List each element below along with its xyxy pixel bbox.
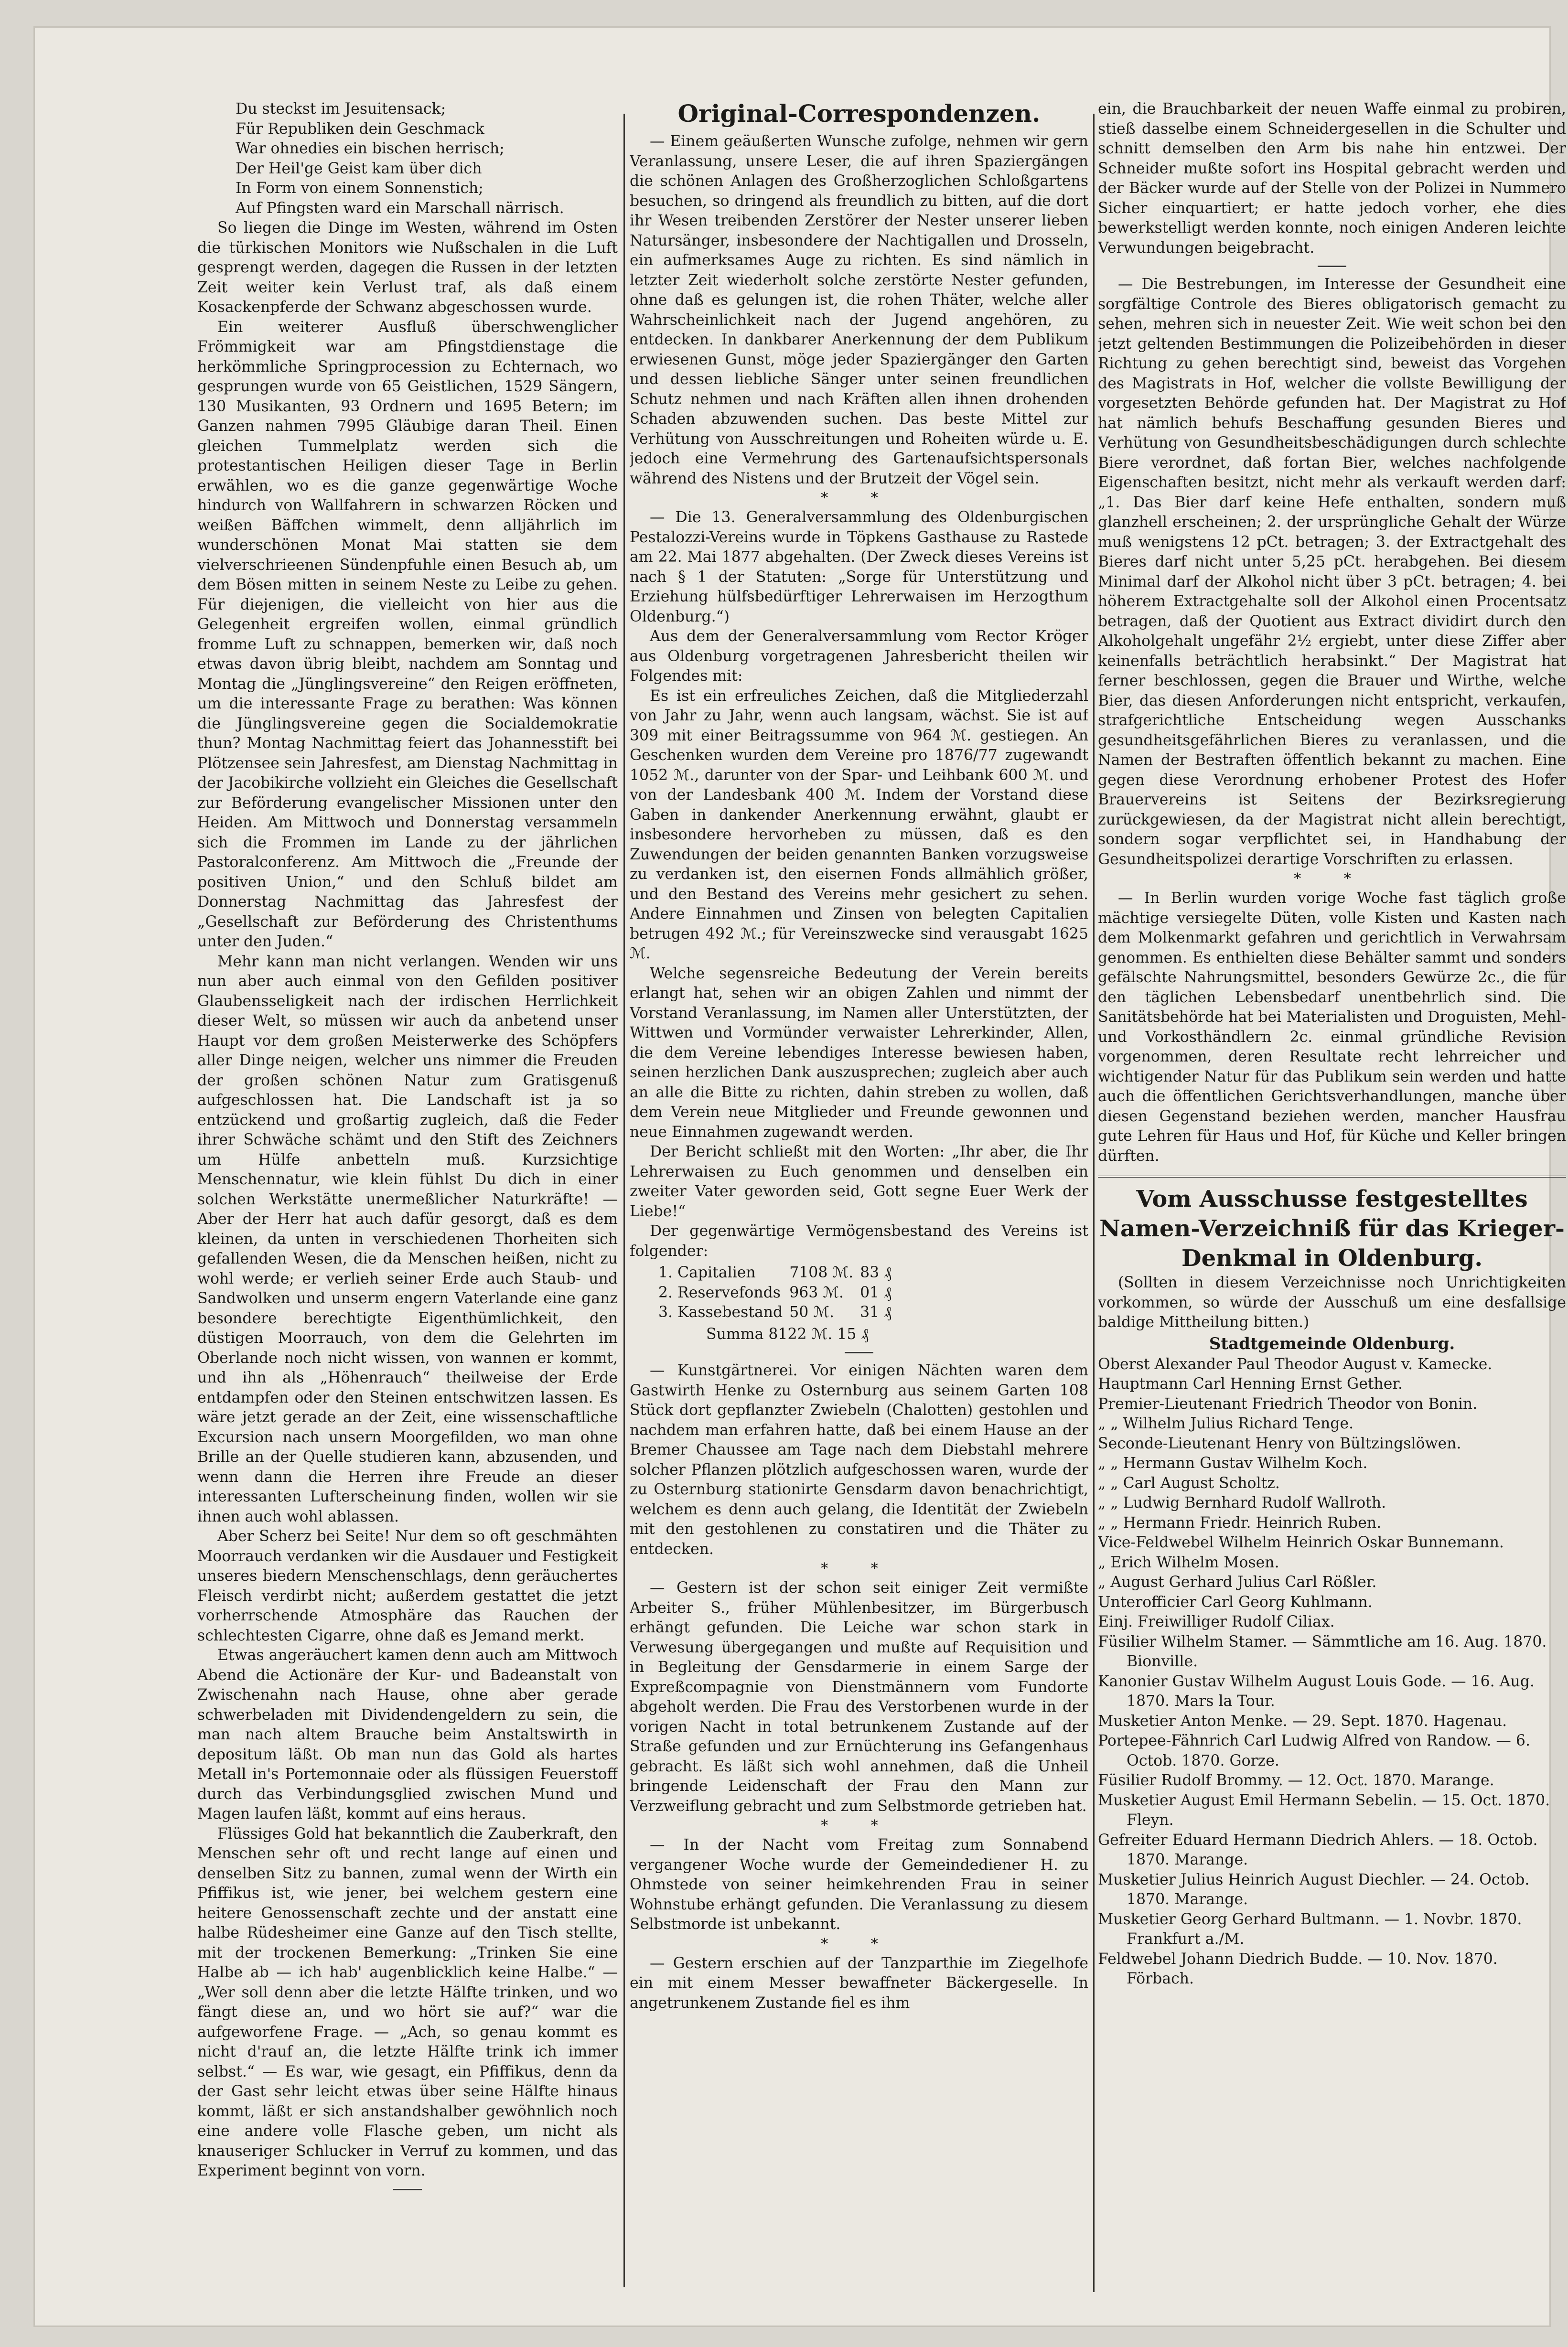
- list-item: Musketier Anton Menke. — 29. Sept. 1870. Hagenau.: [1098, 1712, 1507, 1730]
- divider: [1318, 266, 1346, 267]
- article: — Einem geäußerten Wunsche zufolge, nehmen wir gern Veranlassung, unsere Leser, die auf ihren Spaziergängen die schönen Anlagen des Großherzoglichen Schloßgartens besuchen, so dringend als freundlich zu bitten, auf die dort ihr Wesen treibenden Zerstörer der Nester unserer lieben Natursänger, insbesondere der Nachtigallen und Drosseln, ein aufmerksames Auge zu richten. Es sind nämlich in letzter Zeit wiederholt solche zerstörte Nester gefunden, ohne daß es gelungen ist, die rohen Thäter, welche aller Wahrscheinlichkeit nach der Jugend angehören, zu entdecken. In dankbarer Anerkennung der dem Publikum erwiesenen Gunst, möge jeder Spaziergänger den Garten und dessen liebliche Sänger unter seinen freundlichen Schutz nehmen und nach Kräften allen ihnen drohenden Schaden abzuwenden suchen. Das beste Mittel zur Verhütung von Ausschreitungen und Roheiten würde u. E. jedoch eine Vermehrung des Gartenaufsichtspersonals während des Nistens und der Brutzeit der Vögel sein.: [630, 133, 1088, 487]
- end-rule: [393, 2189, 422, 2190]
- table-row: [658, 1263, 898, 1283]
- paragraph: So liegen die Dinge im Westen, während im Osten die türkischen Monitors wie Nußschalen in die Luft gesprengt werden, dagegen die Russen in der letzten Zeit weiter kein Verlust traf, als daß einem Kosackenpferde der Schwanz abgeschossen wurde.: [197, 219, 618, 316]
- separator-stars: * *: [821, 1560, 897, 1577]
- divider: [845, 1352, 873, 1353]
- list-item: Portepee-Fähnrich Carl Ludwig Alfred von Randow. — 6. Octob. 1870. Gorze.: [1098, 1732, 1530, 1769]
- newspaper-page: [33, 26, 1566, 2327]
- article: — In der Nacht vom Freitag zum Sonnabend vergangener Woche wurde der Gemeindediener H. zu Ohmstede von seiner heimkehrenden Frau in seiner Wohnstube erhängt gefunden. Die Veranlassung zu diesem Selbstmorde ist unbekannt.: [630, 1836, 1088, 1933]
- list-item: „ „ Ludwig Bernhard Rudolf Wallroth.: [1098, 1494, 1386, 1511]
- poem-line: Der Heil'ge Geist kam über dich: [236, 160, 482, 177]
- article: — In Berlin wurden vorige Woche fast täglich große mächtige versiegelte Düten, volle Kisten und Kasten nach dem Molkenmarkt gefahren und gerichtlich in Verwahrsam genommen. Es enthielten diese Behälter sammt und sonders gefälschte Nahrungsmittel, besonders Gewürze 2c., die für den täglichen Lebensbedarf unentbehrlich sind. Die Sanitätsbehörde hat bei Materialisten und Droguisten, Mehl- und Vorkosthändlern 2c. einmal gründliche Revision vorgenommen, deren Resultate recht lehrreicher und wichtigender Natur für das Publikum sein werden und hatte auch die öffentlichen Gerichtsverhandlungen, manche über diesen Gegenstand beziehen werden, mancher Hausfrau gute Lehren für Haus und Hof, für Küche und Keller bringen dürften.: [1098, 890, 1566, 1165]
- list-item: Oberst Alexander Paul Theodor August v. Kamecke.: [1098, 1355, 1493, 1373]
- paragraph: Welche segensreiche Bedeutung der Verein bereits erlangt hat, sehen wir an obigen Zahlen und nimmt der Vorstand Veranlassung, im Namen aller Unterstützten, der Wittwen und Vormünder verwaister Lehrerkinder, Allen, die dem Vereine lebendiges Interesse bewiesen haben, seinen herzlichen Dank auszusprechen; zugleich aber auch an alle die Bitte zu richten, dahin streben zu wollen, daß dem Verein neue Mitglieder und Freunde gewonnen und neue Einnahmen zugewandt werden.: [630, 965, 1088, 1141]
- table-cell: 83 ₰: [860, 1264, 891, 1281]
- section-rule: [1098, 1176, 1566, 1178]
- list-item: Füsilier Rudolf Brommy. — 12. Oct. 1870. Marange.: [1098, 1772, 1494, 1789]
- article: — Gestern erschien auf der Tanzparthie im Ziegelhofe ein mit einem Messer bewaffneter Bäckergeselle. In angetrunkenem Zustande fiel es ihm: [630, 1954, 1088, 2012]
- table-cell: 50 ℳ.: [789, 1304, 835, 1321]
- section-heading: Original-Correspondenzen.: [677, 99, 1041, 128]
- poem-line: Du steckst im Jesuitensack;: [236, 100, 446, 118]
- list-item: „ „ Hermann Gustav Wilhelm Koch.: [1098, 1455, 1368, 1472]
- paragraph: Aber Scherz bei Seite! Nur dem so oft geschmähten Moorrauch verdanken wir die Ausdauer und Festigkeit unseres biedern Menschenschlags, denn geräuchertes Fleisch verdirbt nicht; außerdem gestattet die jetzt vorherrschende Atmosphäre das Rauchen der schlechtesten Cigarre, ohne daß es Jemand merkt.: [197, 1528, 618, 1644]
- article: — Die 13. Generalversammlung des Oldenburgischen Pestalozzi-Vereins wurde in Töpkens Gasthause zu Rastede am 22. Mai 1877 abgehalten. (Der Zweck dieses Vereins ist nach § 1 der Statuten: „Sorge für Unterstützung und Erziehung hülfsbedürftiger Lehrerwaisen im Herzogthum Oldenburg.“): [630, 509, 1088, 625]
- list-item: „ Erich Wilhelm Mosen.: [1098, 1554, 1279, 1571]
- paragraph: Etwas angeräuchert kamen denn auch am Mittwoch Abend die Actionäre der Kur- und Badeanstalt von Zwischenahn nach Hause, ohne aber gerade schwerbeladen mit Dividendengeldern zu sein, die man nach altem Brauche beim Anstaltswirth in depositum läßt. Ob man nun das Gold als hartes Metall in's Portemonnaie oder als flüssigen Feuerstoff durch das Verbindungsglied zwischen Mund und Magen laufen läßt, kommt auf eins heraus.: [197, 1647, 618, 1822]
- poem-line: Für Republiken dein Geschmack: [236, 120, 484, 138]
- table-cell: 963 ℳ.: [789, 1284, 844, 1301]
- list-item: Musketier Georg Gerhard Bultmann. — 1. Novbr. 1870. Frankfurt a./M.: [1098, 1910, 1522, 1948]
- sum-line: Summa 8122 ℳ. 15 ₰: [706, 1325, 869, 1343]
- column-2: [630, 99, 1088, 2013]
- separator-stars: * *: [1294, 870, 1370, 887]
- separator-stars: * *: [821, 1935, 897, 1952]
- column-rule: [623, 114, 625, 2287]
- table-cell: 01 ₰: [860, 1284, 891, 1301]
- list-item: Musketier Julius Heinrich August Diechler. — 24. Octob. 1870. Marange.: [1098, 1871, 1530, 1908]
- table-cell: 1. Capitalien: [658, 1264, 756, 1281]
- table-cell: 2. Reservefonds: [658, 1284, 781, 1301]
- list-item: „ „ Carl August Scholtz.: [1098, 1474, 1280, 1492]
- paragraph: Der gegenwärtige Vermögensbestand des Vereins ist folgender:: [630, 1222, 1088, 1260]
- table-cell: 3. Kassebestand: [658, 1304, 783, 1321]
- paragraph: Ein weiterer Ausfluß überschwenglicher Frömmigkeit war am Pfingstdienstage die herkömmliche Springprocession zu Echternach, wo gesprungen wurde von 65 Geistlichen, 1529 Sängern, 130 Musikanten, 93 Ordnern und 1695 Betern; im Ganzen nahmen 7995 Gläubige daran Theil. Einen gleichen Tummelplatz werden sich die protestantischen Heiligen dieser Tage in Berlin erwählen, wo es die ganze gegenwärtige Woche hindurch von Wallfahrern in schwarzen Röcken und weißen Bäffchen wimmelt, denn alljährlich im wunderschönen Monat Mai statten sie dem vielverschrieenen Sündenpfuhle einen Besuch ab, um dem Bösen mitten in seinem Neste zu Leibe zu gehen. Für diejenigen, die vielleicht von hier aus die Gelegenheit ergreifen wollen, einmal gründlich fromme Luft zu schnappen, bemerken wir, daß noch etwas davon übrig bleibt, nachdem am Sonntag und Montag die „Jünglingsvereine“ den Reigen eröffneten, um die interessante Frage zu berathen: Was können die Jünglingsvereine gegen die Socialdemokratie thun? Montag Nachmittag feiert das Johannesstift bei Plötzensee sein Jahresfest, am Dienstag Nachmittag in der Jacobikirche vollzieht ein Gleiches die Gesellschaft zur Beförderung evangelischer Missionen unter den Heiden. Am Mittwoch und Donnerstag versammeln sich die Frommen im Lande zu der jährlichen Pastoralconferenz. Am Mittwoch die „Freunde der positiven Union,“ und den Schluß bildet am Donnerstag Nachmittag das Jahresfest der „Gesellschaft zur Beförderung des Christenthums unter den Juden.“: [197, 318, 618, 950]
- list-item: Gefreiter Eduard Hermann Diedrich Ahlers. — 18. Octob. 1870. Marange.: [1098, 1831, 1538, 1868]
- table-row: [658, 1303, 898, 1323]
- column-1: [197, 99, 618, 2198]
- list-item: Vice-Feldwebel Wilhelm Heinrich Oskar Bunnemann.: [1098, 1534, 1504, 1551]
- name-list: [1098, 1355, 1566, 1989]
- separator-stars: * *: [821, 490, 897, 506]
- list-item: Kanonier Gustav Wilhelm August Louis Gode. — 16. Aug. 1870. Mars la Tour.: [1098, 1672, 1535, 1710]
- article: — Gestern ist der schon seit einiger Zeit vermißte Arbeiter S., früher Mühlenbesitzer, im Bürgerbusch erhängt gefunden. Die Leiche war schon stark in Verwesung übergegangen und mußte auf Requisition und in Begleitung der Gensdarmerie in einem Sarge der Expreßcompagnie von Dienstmännern vom Fundorte abgeholt werden. Die Frau des Verstorbenen wurde in der vorigen Nacht in total betrunkenem Zustande auf der Straße gefunden und zur Ernüchterung ins Gefangenhaus gebracht. Es läßt sich wohl annehmen, daß die Unheil bringende Leidenschaft der Frau den Mann zur Verzweiflung gebracht und zum Selbstmorde getrieben hat.: [630, 1579, 1088, 1815]
- list-item: „ August Gerhard Julius Carl Rößler.: [1098, 1574, 1377, 1591]
- list-item: Unterofficier Carl Georg Kuhlmann.: [1098, 1593, 1373, 1611]
- table-cell: 7108 ℳ.: [789, 1264, 854, 1281]
- list-item: Seconde-Lieutenant Henry von Bültzingslöwen.: [1098, 1435, 1461, 1452]
- column-3: [1098, 99, 1566, 1989]
- article: — Kunstgärtnerei. Vor einigen Nächten waren dem Gastwirth Henke zu Osternburg aus seinem Garten 108 Stück dort gepflanzter Zwiebeln (Chalotten) gestohlen und nachdem man erfahren hatte, daß bei einem Hause an der Bremer Chaussee am Tage nach dem Diebstahl mehrere solcher Pflanzen plötzlich aufgeschossen waren, wurde der zu Osternburg stationirte Gensdarm davon benachrichtigt, welchem es denn auch gelang, die Identität der Zwiebeln mit den gestohlenen zu constatiren und die Thäter zu entdecken.: [630, 1362, 1088, 1558]
- list-item: „ „ Wilhelm Julius Richard Tenge.: [1098, 1415, 1354, 1432]
- poem-line: Auf Pfingsten ward ein Marschall närrisch.: [236, 199, 564, 217]
- paragraph: Der Bericht schließt mit den Worten: „Ihr aber, die Ihr Lehrerwaisen zu Euch genommen und denselben ein zweiter Vater geworden seid, Gott segne Euer Werk der Liebe!“: [630, 1143, 1088, 1220]
- poem: [197, 99, 618, 218]
- table-row: [658, 1283, 898, 1303]
- paragraph: Mehr kann man nicht verlangen. Wenden wir uns nun aber auch einmal von den Gefilden positiver Glaubensseligkeit nach der irdischen Herrlichkeit dieser Welt, so müssen wir auch da anbetend unser Haupt vor dem großen Meisterwerke des Schöpfers aller Dinge neigen, welcher uns nimmer die Freuden der großen schönen Natur zum Gratisgenuß aufgeschlossen hat. Die Landschaft ist ja so entzückend und großartig zugleich, daß die Feder ihrer Schwäche schämt und den Stift des Zeichners um Hülfe anbetteln muß. Kurzsichtige Menschennatur, wie klein fühlst Du dich in einer solchen Werkstätte unermeßlicher Naturkräfte! — Aber der Herr hat auch dafür gesorgt, daß es dem kleinen, da unten in verschiedenen Thorheiten sich gefallenden Wesen, die da Menschen heißen, nicht zu wohl werde; er verlieh seiner Erde auch Staub- und Sandwolken und unserm engern Vaterlande eine ganz besondere berechtigte Eigenthümlichkeit, den düstigen Moorrauch, von dem die Gelehrten im Oberlande noch nicht wissen, von wannen er kommt, und ihn als „Höhenrauch“ theilweise der Erde entdampfen oder den Steinen entschwitzen lassen. Es wäre jetzt gerade an der Zeit, eine wissenschaftliche Excursion nach unsern Moorgefilden, wo man ohne Brille an der Quelle studieren kann, abzusenden, und wenn dann die Herren ihre Freude an dieser interessanten Lufterscheinung finden, wollen wir sie ihnen auch wohl ablassen.: [197, 953, 618, 1525]
- list-heading: Vom Ausschusse festgestelltes Namen-Verzeichniß für das Krieger-Denkmal in Oldenburg.: [1099, 1186, 1565, 1272]
- separator-stars: * *: [821, 1817, 897, 1834]
- list-item: „ „ Hermann Friedr. Heinrich Ruben.: [1098, 1514, 1382, 1532]
- poem-line: In Form von einem Sonnenstich;: [236, 180, 483, 197]
- list-item: Einj. Freiwilliger Rudolf Ciliax.: [1098, 1613, 1335, 1630]
- column-rule: [1093, 114, 1095, 2292]
- paragraph: Aus dem der Generalversammlung vom Rector Kröger aus Oldenburg vorgetragenen Jahresbericht theilen wir Folgendes mit:: [630, 628, 1088, 685]
- list-item: Füsilier Wilhelm Stamer. — Sämmtliche am 16. Aug. 1870. Bionville.: [1098, 1633, 1547, 1670]
- paragraph: ein, die Brauchbarkeit der neuen Waffe einmal zu probiren, stieß dasselbe einem Schneidergesellen in die Schulter und schnitt demselben den Arm bis nahe hin entzwei. Der Schneider mußte sofort ins Hospital gebracht werden und der Bäcker wurde auf der Stelle von der Polizei in Nummero Sicher einquartiert; er hatte jedoch vorher, ehe dies bewerkstelligt werden konnte, noch einigen Anderen leichte Verwundungen beigebracht.: [1098, 100, 1566, 257]
- asset-table: [658, 1263, 898, 1323]
- list-item: Hauptmann Carl Henning Ernst Gether.: [1098, 1375, 1403, 1393]
- table-cell: 31 ₰: [860, 1304, 891, 1321]
- paragraph: Es ist ein erfreuliches Zeichen, daß die Mitgliederzahl von Jahr zu Jahr, wenn auch langsam, wächst. Sie ist auf 309 mit einer Beitragssumme von 964 ℳ. gestiegen. An Geschenken wurden dem Vereine pro 1876/77 zugewandt 1052 ℳ., darunter von der Spar- und Leihbank 600 ℳ. und von der Landesbank 400 ℳ. Indem der Vorstand diese Gaben in dankender Anerkennung erwähnt, glaubt er insbesondere hervorheben zu müssen, daß es den Zuwendungen der beiden genannten Banken vorzugsweise zu verdanken ist, den eisernen Fonds allmählich größer, und den Bestand des Vereins mehr gesichert zu sehen. Andere Einnahmen und Zinsen von belegten Capitalien betrugen 492 ℳ.; für Vereinszwecke sind verausgabt 1625 ℳ.: [630, 687, 1088, 962]
- list-item: Premier-Lieutenant Friedrich Theodor von Bonin.: [1098, 1395, 1478, 1413]
- note: (Sollten in diesem Verzeichnisse noch Unrichtigkeiten vorkommen, so würde der Ausschuß um eine desfallsige baldige Mittheilung bitten.): [1098, 1274, 1566, 1331]
- article: — Die Bestrebungen, im Interesse der Gesundheit eine sorgfältige Controle des Bieres obligatorisch gemacht zu sehen, mehren sich in neuester Zeit. Wie weit schon bei den jetzt geltenden Bestimmungen die Polizeibehörden in dieser Richtung zu gehen berechtigt sind, beweist das Vorgehen des Magistrats in Hof, welcher die vollste Bewilligung der vorgesetzten Behörde gefunden hat. Der Magistrat zu Hof hat nämlich behufs Beschaffung gesunden Bieres und Verhütung von Gesundheitsbeschädigungen durch schlechte Biere verordnet, daß fortan Bier, welches nachfolgende Eigenschaften besitzt, nicht mehr als verkauft werden darf: „1. Das Bier darf keine Hefe enthalten, sondern muß glanzhell erscheinen; 2. der ursprüngliche Gehalt der Würze muß wenigstens 12 pCt. betragen; 3. der Extractgehalt des Bieres darf nicht unter 5,25 pCt. herabgehen. Bei diesem Minimal darf der Alkohol nicht über 3 pCt. betragen; 4. bei höherem Extractgehalte soll der Alkohol einen Procentsatz betragen, daß der Quotient aus Extract dividirt durch den Alkoholgehalt ungefähr 2½ ergiebt, unter diese Ziffer aber keinenfalls beträchtlich herabsinkt.“ Der Magistrat hat ferner beschlossen, gegen die Brauer und Wirthe, welche Bier, das diesen Anforderungen nicht entspricht, verkaufen, strafgerichtliche Entscheidung wegen Ausschanks gesundheitsgefährlichen Bieres zu veranlassen, und die Namen der Bestraften öffentlich bekannt zu machen. Eine gegen diese Verordnung erhobener Protest des Hofer Brauervereins ist Seitens der Bezirksregierung zurückgewiesen, da der Magistrat nicht allein berechtigt, sondern sogar verpflichtet sei, in Handhabung der Gesundheitspolizei derartige Vorschriften zu erlassen.: [1098, 276, 1566, 868]
- paragraph: Flüssiges Gold hat bekanntlich die Zauberkraft, den Menschen sehr oft und recht lange auf einen und denselben Sitz zu bannen, zumal wenn der Wirth ein Pfiffikus ist, wie jener, bei welchem gestern eine heitere Genossenschaft zechte und der anstatt eine halbe Rüdesheimer eine Ganze auf den Tisch stellte, mit der trockenen Bemerkung: „Trinken Sie eine Halbe ab — ich hab' augenblicklich keine Halbe.“ — „Wer soll denn aber die letzte Hälfte trinken, und wo fängt diese an, und wo hört sie auf?“ war die aufgeworfene Frage. — „Ach, so genau kommt es nicht d'rauf an, die letzte Hälfte trink ich immer selbst.“ — Es war, wie gesagt, ein Pfiffikus, denn da der Gast sehr leicht etwas über seine Hälfte hinaus kommt, läßt er sich anstandshalber gewöhnlich noch eine andere volle Flasche geben, um nicht als knauseriger Schlucker in Verruf zu kommen, und das Experiment beginnt von vorn.: [197, 1825, 618, 2179]
- list-item: Feldwebel Johann Diedrich Budde. — 10. Nov. 1870. Förbach.: [1098, 1950, 1498, 1987]
- list-item: Musketier August Emil Hermann Sebelin. — 15. Oct. 1870. Fleyn.: [1098, 1791, 1550, 1829]
- subheading: Stadtgemeinde Oldenburg.: [1209, 1334, 1455, 1353]
- poem-line: War ohnedies ein bischen herrisch;: [236, 140, 505, 157]
